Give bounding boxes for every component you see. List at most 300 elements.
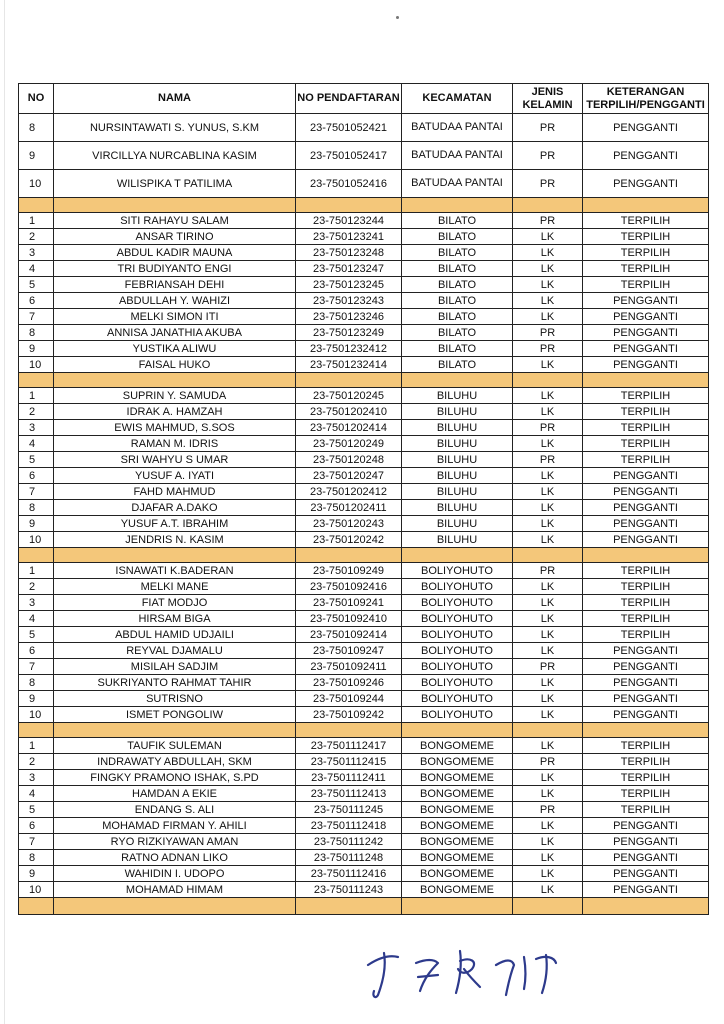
row-kecamatan: BILATO	[402, 309, 513, 325]
row-jenis-kelamin: LK	[513, 770, 583, 786]
row-no: 7	[19, 309, 54, 325]
row-kecamatan: BILUHU	[402, 420, 513, 436]
table-row	[19, 675, 709, 691]
separator-cell	[296, 723, 402, 738]
separator-cell	[54, 373, 296, 388]
row-kecamatan: BOLIYOHUTO	[402, 643, 513, 659]
table-row	[19, 388, 709, 404]
separator-cell	[513, 723, 583, 738]
row-jenis-kelamin: LK	[513, 850, 583, 866]
row-kecamatan: BILUHU	[402, 436, 513, 452]
row-keterangan: TERPILIH	[583, 611, 709, 627]
row-jenis-kelamin: PR	[513, 802, 583, 818]
row-nama: HAMDAN A EKIE	[54, 786, 296, 802]
table-row	[19, 325, 709, 341]
row-keterangan: PENGGANTI	[583, 643, 709, 659]
row-keterangan: PENGGANTI	[583, 484, 709, 500]
table-row	[19, 452, 709, 468]
row-no-pendaftaran: 23-7501092411	[296, 659, 402, 675]
header-kecamatan: KECAMATAN	[402, 84, 513, 114]
row-jenis-kelamin: LK	[513, 261, 583, 277]
row-no: 8	[19, 850, 54, 866]
separator-cell	[402, 898, 513, 915]
row-kecamatan: BOLIYOHUTO	[402, 595, 513, 611]
row-nama: RAMAN M. IDRIS	[54, 436, 296, 452]
row-kecamatan: BATUDAA PANTAI	[402, 114, 513, 142]
table-row	[19, 563, 709, 579]
header-nama: NAMA	[54, 84, 296, 114]
row-kecamatan: BONGOMEME	[402, 754, 513, 770]
row-no: 3	[19, 245, 54, 261]
row-kecamatan: BILUHU	[402, 532, 513, 548]
row-nama: TRI BUDIYANTO ENGI	[54, 261, 296, 277]
row-jenis-kelamin: LK	[513, 611, 583, 627]
table-row	[19, 484, 709, 500]
row-jenis-kelamin: LK	[513, 691, 583, 707]
row-no-pendaftaran: 23-750120249	[296, 436, 402, 452]
row-no-pendaftaran: 23-750123241	[296, 229, 402, 245]
row-keterangan: PENGGANTI	[583, 309, 709, 325]
row-kecamatan: BILATO	[402, 261, 513, 277]
row-nama: IDRAK A. HAMZAH	[54, 404, 296, 420]
row-keterangan: TERPILIH	[583, 229, 709, 245]
row-no-pendaftaran: 23-7501232412	[296, 341, 402, 357]
row-keterangan: PENGGANTI	[583, 170, 709, 198]
row-nama: MELKI SIMON ITI	[54, 309, 296, 325]
row-kecamatan: BILUHU	[402, 452, 513, 468]
separator-cell	[583, 373, 709, 388]
row-no-pendaftaran: 23-750111242	[296, 834, 402, 850]
row-nama: SITI RAHAYU SALAM	[54, 213, 296, 229]
table-row	[19, 802, 709, 818]
row-no: 8	[19, 325, 54, 341]
separator-cell	[296, 548, 402, 563]
row-keterangan: TERPILIH	[583, 754, 709, 770]
row-jenis-kelamin: LK	[513, 357, 583, 373]
table-row	[19, 754, 709, 770]
separator-cell	[19, 548, 54, 563]
row-nama: TAUFIK SULEMAN	[54, 738, 296, 754]
row-keterangan: TERPILIH	[583, 388, 709, 404]
row-kecamatan: BILUHU	[402, 484, 513, 500]
table-row	[19, 770, 709, 786]
row-kecamatan: BONGOMEME	[402, 882, 513, 898]
row-no: 4	[19, 786, 54, 802]
page-edge	[4, 0, 5, 1024]
table-row	[19, 436, 709, 452]
row-nama: SRI WAHYU S UMAR	[54, 452, 296, 468]
row-kecamatan: BILATO	[402, 293, 513, 309]
row-jenis-kelamin: LK	[513, 277, 583, 293]
row-nama: ANNISA JANATHIA AKUBA	[54, 325, 296, 341]
row-no: 7	[19, 484, 54, 500]
row-keterangan: TERPILIH	[583, 627, 709, 643]
row-no-pendaftaran: 23-7501092414	[296, 627, 402, 643]
header-no: NO	[19, 84, 54, 114]
row-no-pendaftaran: 23-7501112416	[296, 866, 402, 882]
table-row	[19, 834, 709, 850]
row-no-pendaftaran: 23-750120248	[296, 452, 402, 468]
row-no-pendaftaran: 23-7501112411	[296, 770, 402, 786]
separator-cell	[296, 373, 402, 388]
row-keterangan: PENGGANTI	[583, 691, 709, 707]
row-no-pendaftaran: 23-750111243	[296, 882, 402, 898]
row-no-pendaftaran: 23-7501092416	[296, 579, 402, 595]
header-jenis-kelamin: JENIS KELAMIN	[513, 84, 583, 114]
row-keterangan: PENGGANTI	[583, 468, 709, 484]
row-kecamatan: BILUHU	[402, 516, 513, 532]
table-row	[19, 691, 709, 707]
row-nama: ISMET PONGOLIW	[54, 707, 296, 723]
row-nama: MOHAMAD HIMAM	[54, 882, 296, 898]
table-row	[19, 818, 709, 834]
row-no-pendaftaran: 23-750109249	[296, 563, 402, 579]
row-keterangan: TERPILIH	[583, 595, 709, 611]
table-row	[19, 500, 709, 516]
row-nama: YUSUF A. IYATI	[54, 468, 296, 484]
separator-cell	[583, 548, 709, 563]
separator-cell	[402, 373, 513, 388]
row-no: 9	[19, 866, 54, 882]
row-no: 10	[19, 882, 54, 898]
table-row	[19, 114, 709, 142]
row-nama: SUKRIYANTO RAHMAT TAHIR	[54, 675, 296, 691]
row-no: 5	[19, 627, 54, 643]
row-no-pendaftaran: 23-7501112413	[296, 786, 402, 802]
table-row	[19, 420, 709, 436]
group-separator-row	[19, 373, 709, 388]
row-no-pendaftaran: 23-7501092410	[296, 611, 402, 627]
table-row	[19, 866, 709, 882]
row-keterangan: TERPILIH	[583, 245, 709, 261]
row-nama: REYVAL DJAMALU	[54, 643, 296, 659]
separator-cell	[296, 898, 402, 915]
row-keterangan: TERPILIH	[583, 579, 709, 595]
row-no: 5	[19, 277, 54, 293]
table-row	[19, 213, 709, 229]
row-no-pendaftaran: 23-7501052421	[296, 114, 402, 142]
row-jenis-kelamin: LK	[513, 627, 583, 643]
table-row	[19, 738, 709, 754]
separator-cell	[54, 548, 296, 563]
row-kecamatan: BATUDAA PANTAI	[402, 170, 513, 198]
table-row	[19, 659, 709, 675]
row-no-pendaftaran: 23-750123249	[296, 325, 402, 341]
row-kecamatan: BOLIYOHUTO	[402, 579, 513, 595]
row-kecamatan: BILUHU	[402, 404, 513, 420]
row-keterangan: PENGGANTI	[583, 325, 709, 341]
row-no-pendaftaran: 23-7501202412	[296, 484, 402, 500]
row-keterangan: TERPILIH	[583, 404, 709, 420]
row-jenis-kelamin: LK	[513, 882, 583, 898]
row-kecamatan: BONGOMEME	[402, 770, 513, 786]
row-jenis-kelamin: PR	[513, 213, 583, 229]
row-kecamatan: BILATO	[402, 325, 513, 341]
row-nama: RATNO ADNAN LIKO	[54, 850, 296, 866]
separator-cell	[19, 723, 54, 738]
row-kecamatan: BOLIYOHUTO	[402, 675, 513, 691]
row-jenis-kelamin: LK	[513, 834, 583, 850]
group-separator-row	[19, 548, 709, 563]
row-jenis-kelamin: LK	[513, 643, 583, 659]
header-no-pendaftaran: NO PENDAFTARAN	[296, 84, 402, 114]
row-kecamatan: BILUHU	[402, 388, 513, 404]
row-no-pendaftaran: 23-750123244	[296, 213, 402, 229]
row-no: 5	[19, 452, 54, 468]
separator-cell	[583, 198, 709, 213]
row-jenis-kelamin: LK	[513, 866, 583, 882]
row-nama: ABDUL HAMID UDJAILI	[54, 627, 296, 643]
group-separator-row	[19, 898, 709, 915]
row-kecamatan: BATUDAA PANTAI	[402, 142, 513, 170]
row-jenis-kelamin: LK	[513, 738, 583, 754]
row-jenis-kelamin: LK	[513, 484, 583, 500]
row-keterangan: PENGGANTI	[583, 675, 709, 691]
row-keterangan: PENGGANTI	[583, 293, 709, 309]
row-jenis-kelamin: PR	[513, 170, 583, 198]
row-jenis-kelamin: LK	[513, 818, 583, 834]
row-kecamatan: BILATO	[402, 245, 513, 261]
row-keterangan: TERPILIH	[583, 738, 709, 754]
row-jenis-kelamin: LK	[513, 786, 583, 802]
table-row	[19, 245, 709, 261]
row-no-pendaftaran: 23-750109241	[296, 595, 402, 611]
row-nama: HIRSAM BIGA	[54, 611, 296, 627]
row-no: 7	[19, 659, 54, 675]
row-keterangan: PENGGANTI	[583, 114, 709, 142]
row-jenis-kelamin: LK	[513, 309, 583, 325]
row-nama: YUSUF A.T. IBRAHIM	[54, 516, 296, 532]
row-jenis-kelamin: PR	[513, 754, 583, 770]
row-keterangan: PENGGANTI	[583, 500, 709, 516]
row-keterangan: TERPILIH	[583, 213, 709, 229]
row-no: 9	[19, 341, 54, 357]
row-no: 7	[19, 834, 54, 850]
separator-cell	[513, 373, 583, 388]
row-jenis-kelamin: LK	[513, 500, 583, 516]
table-row	[19, 627, 709, 643]
row-no: 1	[19, 388, 54, 404]
row-keterangan: TERPILIH	[583, 452, 709, 468]
row-no-pendaftaran: 23-750120247	[296, 468, 402, 484]
row-kecamatan: BOLIYOHUTO	[402, 611, 513, 627]
row-no: 4	[19, 436, 54, 452]
row-keterangan: TERPILIH	[583, 277, 709, 293]
row-no-pendaftaran: 23-750123243	[296, 293, 402, 309]
row-no-pendaftaran: 23-7501202410	[296, 404, 402, 420]
row-no: 2	[19, 579, 54, 595]
row-nama: RYO RIZKIYAWAN AMAN	[54, 834, 296, 850]
row-nama: MISILAH SADJIM	[54, 659, 296, 675]
group-separator-row	[19, 198, 709, 213]
row-kecamatan: BILATO	[402, 341, 513, 357]
table-row	[19, 595, 709, 611]
row-jenis-kelamin: LK	[513, 468, 583, 484]
row-no: 10	[19, 170, 54, 198]
row-kecamatan: BILATO	[402, 357, 513, 373]
row-jenis-kelamin: PR	[513, 452, 583, 468]
row-jenis-kelamin: LK	[513, 229, 583, 245]
table-row	[19, 309, 709, 325]
table-row	[19, 786, 709, 802]
row-jenis-kelamin: LK	[513, 532, 583, 548]
table-row	[19, 532, 709, 548]
table-row	[19, 341, 709, 357]
row-kecamatan: BONGOMEME	[402, 850, 513, 866]
row-nama: WILISPIKA T PATILIMA	[54, 170, 296, 198]
row-jenis-kelamin: LK	[513, 595, 583, 611]
row-keterangan: TERPILIH	[583, 420, 709, 436]
row-no-pendaftaran: 23-750109242	[296, 707, 402, 723]
table-row	[19, 404, 709, 420]
table-row	[19, 707, 709, 723]
table-body	[19, 114, 709, 915]
row-jenis-kelamin: LK	[513, 293, 583, 309]
row-kecamatan: BOLIYOHUTO	[402, 627, 513, 643]
row-no: 6	[19, 468, 54, 484]
table-row	[19, 357, 709, 373]
separator-cell	[583, 898, 709, 915]
row-no: 10	[19, 357, 54, 373]
row-keterangan: PENGGANTI	[583, 818, 709, 834]
row-no-pendaftaran: 23-750123245	[296, 277, 402, 293]
row-kecamatan: BILATO	[402, 277, 513, 293]
row-kecamatan: BONGOMEME	[402, 738, 513, 754]
row-kecamatan: BOLIYOHUTO	[402, 707, 513, 723]
row-jenis-kelamin: PR	[513, 142, 583, 170]
row-kecamatan: BONGOMEME	[402, 834, 513, 850]
row-kecamatan: BONGOMEME	[402, 866, 513, 882]
table-row	[19, 468, 709, 484]
separator-cell	[513, 548, 583, 563]
row-no: 6	[19, 293, 54, 309]
row-no-pendaftaran: 23-7501052417	[296, 142, 402, 170]
row-kecamatan: BOLIYOHUTO	[402, 691, 513, 707]
row-no-pendaftaran: 23-7501112415	[296, 754, 402, 770]
table-row	[19, 277, 709, 293]
row-keterangan: PENGGANTI	[583, 882, 709, 898]
row-no-pendaftaran: 23-750120245	[296, 388, 402, 404]
row-jenis-kelamin: LK	[513, 579, 583, 595]
row-jenis-kelamin: LK	[513, 404, 583, 420]
row-no-pendaftaran: 23-7501202414	[296, 420, 402, 436]
separator-cell	[513, 898, 583, 915]
row-no-pendaftaran: 23-750120242	[296, 532, 402, 548]
row-jenis-kelamin: PR	[513, 659, 583, 675]
row-keterangan: TERPILIH	[583, 563, 709, 579]
row-jenis-kelamin: LK	[513, 388, 583, 404]
row-jenis-kelamin: LK	[513, 516, 583, 532]
row-no: 5	[19, 802, 54, 818]
row-keterangan: PENGGANTI	[583, 357, 709, 373]
row-nama: SUPRIN Y. SAMUDA	[54, 388, 296, 404]
row-no: 8	[19, 675, 54, 691]
row-nama: FEBRIANSAH DEHI	[54, 277, 296, 293]
row-nama: YUSTIKA ALIWU	[54, 341, 296, 357]
row-nama: MOHAMAD FIRMAN Y. AHILI	[54, 818, 296, 834]
row-jenis-kelamin: PR	[513, 420, 583, 436]
row-no: 10	[19, 707, 54, 723]
separator-cell	[402, 723, 513, 738]
row-no: 8	[19, 500, 54, 516]
row-jenis-kelamin: LK	[513, 245, 583, 261]
row-no-pendaftaran: 23-750120243	[296, 516, 402, 532]
row-keterangan: PENGGANTI	[583, 850, 709, 866]
row-nama: FINGKY PRAMONO ISHAK, S.PD	[54, 770, 296, 786]
row-keterangan: PENGGANTI	[583, 532, 709, 548]
row-nama: FAISAL HUKO	[54, 357, 296, 373]
row-no: 10	[19, 532, 54, 548]
row-no-pendaftaran: 23-7501202411	[296, 500, 402, 516]
row-jenis-kelamin: LK	[513, 675, 583, 691]
header-keterangan: KETERANGAN TERPILIH/PENGGANTI	[583, 84, 709, 114]
table-row	[19, 293, 709, 309]
row-jenis-kelamin: PR	[513, 114, 583, 142]
table-row	[19, 142, 709, 170]
row-nama: ISNAWATI K.BADERAN	[54, 563, 296, 579]
row-kecamatan: BILATO	[402, 229, 513, 245]
row-jenis-kelamin: LK	[513, 707, 583, 723]
row-nama: ENDANG S. ALI	[54, 802, 296, 818]
row-no: 3	[19, 420, 54, 436]
table-row	[19, 850, 709, 866]
row-jenis-kelamin: PR	[513, 563, 583, 579]
row-nama: DJAFAR A.DAKO	[54, 500, 296, 516]
row-keterangan: TERPILIH	[583, 436, 709, 452]
row-nama: VIRCILLYA NURCABLINA KASIM	[54, 142, 296, 170]
signature-icon	[360, 935, 570, 1005]
row-keterangan: PENGGANTI	[583, 659, 709, 675]
table-row	[19, 611, 709, 627]
row-no: 6	[19, 643, 54, 659]
separator-cell	[19, 898, 54, 915]
row-kecamatan: BONGOMEME	[402, 786, 513, 802]
row-no: 1	[19, 563, 54, 579]
group-separator-row	[19, 723, 709, 738]
separator-cell	[54, 723, 296, 738]
row-kecamatan: BONGOMEME	[402, 802, 513, 818]
row-nama: ABDULLAH Y. WAHIZI	[54, 293, 296, 309]
row-no-pendaftaran: 23-7501112417	[296, 738, 402, 754]
row-no: 4	[19, 261, 54, 277]
row-no: 9	[19, 516, 54, 532]
header-row	[19, 84, 709, 114]
row-kecamatan: BOLIYOHUTO	[402, 659, 513, 675]
row-nama: EWIS MAHMUD, S.SOS	[54, 420, 296, 436]
row-jenis-kelamin: PR	[513, 325, 583, 341]
row-no: 9	[19, 142, 54, 170]
row-no-pendaftaran: 23-750111248	[296, 850, 402, 866]
row-no: 9	[19, 691, 54, 707]
separator-cell	[54, 198, 296, 213]
scan-speck	[396, 16, 399, 19]
row-nama: SUTRISNO	[54, 691, 296, 707]
row-kecamatan: BILUHU	[402, 500, 513, 516]
row-no: 2	[19, 404, 54, 420]
row-no-pendaftaran: 23-750123247	[296, 261, 402, 277]
row-no: 8	[19, 114, 54, 142]
row-no-pendaftaran: 23-750109246	[296, 675, 402, 691]
row-no-pendaftaran: 23-750123246	[296, 309, 402, 325]
table-row	[19, 643, 709, 659]
row-nama: FAHD MAHMUD	[54, 484, 296, 500]
candidate-table-container	[18, 83, 708, 915]
table-row	[19, 229, 709, 245]
row-jenis-kelamin: PR	[513, 341, 583, 357]
row-keterangan: PENGGANTI	[583, 834, 709, 850]
row-keterangan: PENGGANTI	[583, 516, 709, 532]
separator-cell	[19, 373, 54, 388]
